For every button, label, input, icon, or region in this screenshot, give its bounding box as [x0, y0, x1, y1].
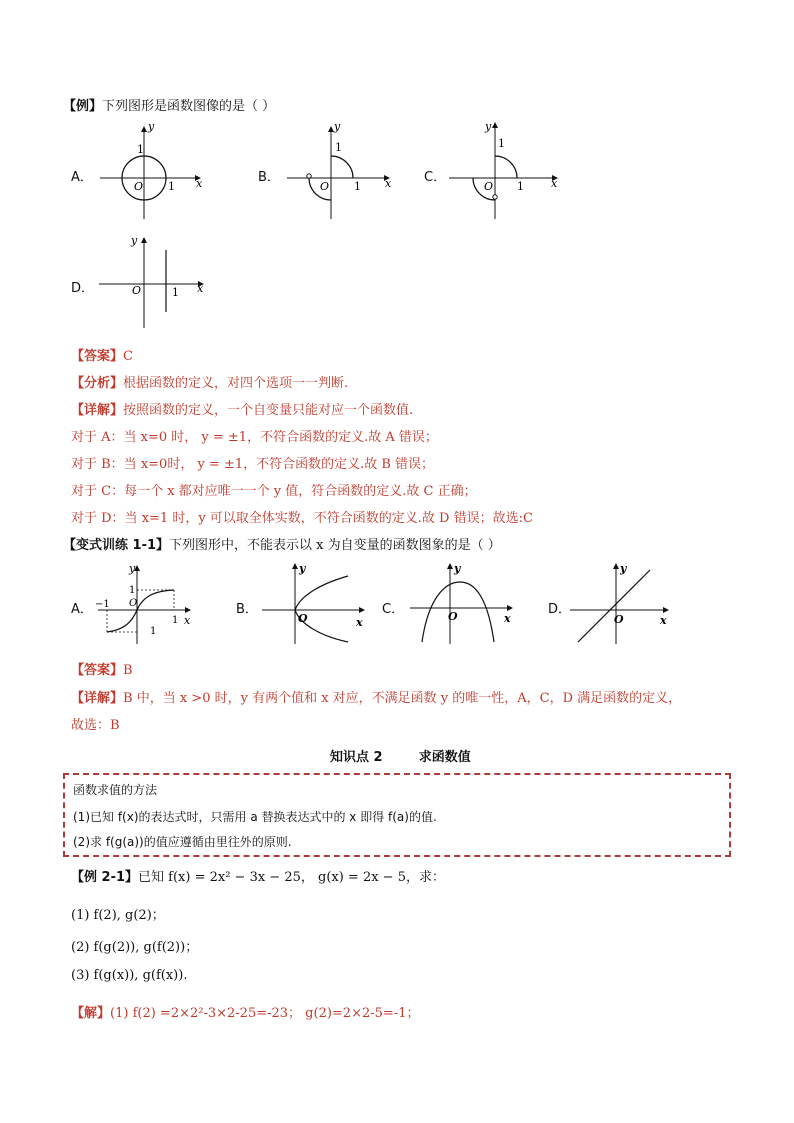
- method-box: [63, 773, 731, 857]
- method-box-line2: (2)求 f(g(a))的值应遵循由里往外的原则.: [73, 835, 292, 849]
- graph-c-x-label: x: [551, 177, 558, 190]
- option-d-label: D．: [71, 281, 95, 296]
- graph-d-x-label: x: [197, 282, 204, 295]
- variant-a-one-neg: 1: [150, 626, 157, 637]
- option-b-label: B．: [258, 170, 280, 185]
- variant-option-a-label: A．: [71, 602, 93, 617]
- example2-tag: 【例 2-1】: [71, 870, 139, 885]
- variant-a-x-label: x: [184, 614, 191, 627]
- variant-option-c-label: C．: [382, 602, 405, 617]
- variant-graph-c: [408, 560, 518, 646]
- variant-c-origin: O: [448, 610, 458, 623]
- detail1-line-d: 对于 D：当 x=1 时，y 可以取全体实数，不符合函数的定义.故 D 错误；故选:C: [71, 511, 533, 526]
- graph-a-one-x: 1: [168, 180, 175, 193]
- graph-c-one-y: 1: [498, 137, 505, 150]
- analysis1-text: 根据函数的定义，对四个选项一一判断.: [123, 376, 349, 391]
- variant-option-d-label: D．: [548, 602, 572, 617]
- graph-a: [92, 115, 207, 221]
- variant-b-x-label: x: [356, 616, 363, 629]
- detail2-line: [71, 687, 681, 706]
- variant-a-one-y: 1: [129, 585, 136, 596]
- variant-d-y-label: y: [620, 562, 627, 575]
- graph-c: [447, 115, 562, 221]
- detail1-line-c: 对于 C：每一个 x 都对应唯一一个 y 值，符合函数的定义.故 C 正确；: [71, 484, 477, 499]
- graph-b-origin: O: [320, 180, 330, 193]
- graph-c-one-x: 1: [517, 180, 524, 193]
- option-a-label: A．: [71, 170, 93, 185]
- detail2-tag: 【详解】: [71, 691, 124, 706]
- answer1-line: [71, 345, 133, 364]
- graph-b-one-y: 1: [335, 141, 342, 154]
- detail1-line-a: 对于 A：当 x=0 时， y = ±1，不符合函数的定义.故 A 错误；: [71, 430, 438, 445]
- variant-b-y-label: y: [299, 562, 306, 575]
- variant-graph-d: [568, 560, 673, 646]
- solution2-line: [71, 1002, 419, 1021]
- graph-a-x-label: x: [196, 177, 203, 190]
- variant1-text: 下列图形中，不能表示以 x 为自变量的函数图象的是（ ）: [169, 538, 501, 553]
- graph-a-one-y: 1: [137, 143, 144, 156]
- variant-d-x-label: x: [660, 614, 667, 627]
- graph-b-x-label: x: [385, 177, 392, 190]
- example2-text: 已知 f(x) = 2x² − 3x − 25， g(x) = 2x − 5，求：: [138, 870, 445, 885]
- detail2-line-2: 故选：B: [71, 718, 120, 733]
- answer2-tag: 【答案】: [71, 663, 124, 678]
- example2-q3: (3) f(g(x)), g(f(x)).: [71, 968, 188, 983]
- graph-a-origin: O: [134, 180, 144, 193]
- variant-c-y-label: y: [454, 562, 461, 575]
- detail1-line-b: 对于 B：当 x=0时， y = ±1，不符合函数的定义.故 B 错误；: [71, 457, 435, 472]
- graph-c-y-label: y: [485, 120, 492, 133]
- analysis1-line: [71, 372, 348, 391]
- variant-c-x-label: x: [504, 612, 511, 625]
- variant-a-y-label: y: [129, 562, 136, 575]
- graph-b-one-x: 1: [354, 180, 361, 193]
- variant-a-origin: O: [129, 598, 138, 609]
- detail1-tag: 【详解】: [71, 403, 124, 418]
- variant1-tag: 【变式训练 1-1】: [63, 538, 170, 553]
- variant-d-origin: O: [614, 613, 624, 626]
- detail1-text: 按照函数的定义，一个自变量只能对应一个函数值.: [123, 403, 414, 418]
- graph-a-y-label: y: [148, 120, 155, 133]
- variant-b-origin: O: [298, 612, 308, 625]
- example-question-text: 下列图形是函数图像的是（ ）: [102, 99, 276, 114]
- example-tag: 【例】: [63, 99, 103, 114]
- variant-graph-a: [94, 560, 194, 646]
- solution2-tag: 【解】: [71, 1006, 111, 1021]
- graph-b-y-label: y: [334, 120, 341, 133]
- variant-a-one-x: 1: [172, 615, 179, 626]
- graph-b: [285, 115, 395, 221]
- answer2-line: [71, 659, 133, 678]
- example1-question: [63, 95, 275, 114]
- answer2-text: B: [123, 663, 133, 678]
- option-c-label: C．: [424, 170, 447, 185]
- example2-question: [71, 866, 445, 885]
- variant1-question: [63, 534, 501, 553]
- method-box-line1: (1)已知 f(x)的表达式时，只需用 a 替换表达式中的 x 即得 f(a)的值.: [73, 810, 437, 824]
- section-title: 知识点 2 求函数值: [330, 750, 471, 765]
- example2-q2: (2) f(g(2)), g(f(2))；: [71, 940, 199, 955]
- solution2-text: (1) f(2) =2×2²-3×2-25=-23； g(2)=2×2-5=-1；: [110, 1006, 420, 1021]
- method-box-title: 函数求值的方法: [73, 783, 158, 797]
- example2-q1: (1) f(2), g(2)；: [71, 908, 165, 923]
- graph-d-y-label: y: [131, 234, 138, 247]
- variant-a-neg-one: −1: [95, 599, 110, 610]
- detail1-line: [71, 399, 413, 418]
- answer1-text: C: [123, 349, 133, 364]
- graph-d-one-x: 1: [172, 286, 179, 299]
- graph-c-origin: O: [484, 180, 494, 193]
- variant-option-b-label: B．: [236, 602, 258, 617]
- analysis1-tag: 【分析】: [71, 376, 124, 391]
- detail2-text: B 中，当 x >0 时，y 有两个值和 x 对应，不满足函数 y 的唯一性，A，C，D 满足函数的定义，: [123, 691, 682, 706]
- answer1-tag: 【答案】: [71, 349, 124, 364]
- graph-d-origin: O: [132, 284, 142, 297]
- variant-graph-b: [260, 560, 368, 646]
- graph-d: [95, 232, 210, 330]
